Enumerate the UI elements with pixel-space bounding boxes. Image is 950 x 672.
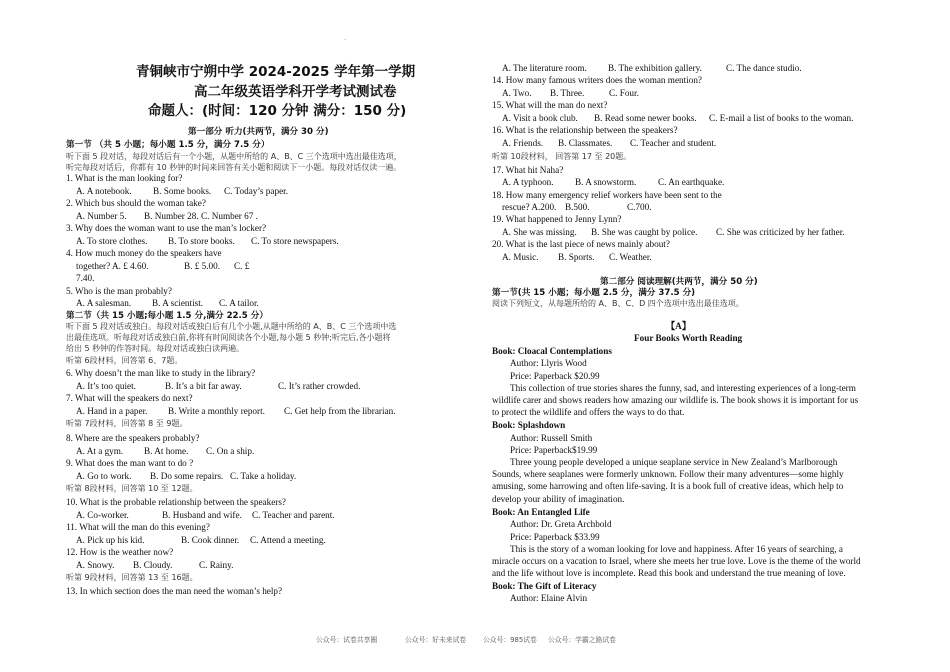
instruction: 阅读下列短文，从每题所给的 A、B、C、D 四个选项中选出最佳选项。 <box>492 299 744 308</box>
question-1: 1. What is the man looking for? <box>66 173 183 183</box>
option-c: C.700. <box>627 202 652 212</box>
option-b: B. Number 28. <box>144 211 199 221</box>
option-c: C. A tailor. <box>219 298 259 308</box>
option-a: A. A typhoon. <box>502 177 554 187</box>
option-b: B. Cook dinner. <box>181 535 240 545</box>
option-a: A. Friends. <box>502 138 544 148</box>
option-b: B. £ 5.00. <box>184 261 220 271</box>
paragraph-line: amusing, some harrowing and often life-saving. It is a book full of creative ideas, which help to <box>492 481 844 491</box>
instruction: 听下面 5 段对话，每段对话后有一个小题，从题中所给的 A、B、C 三个选项中选出最佳选项， <box>66 152 402 161</box>
book-3-author: Author: Dr. Greta Archbold <box>510 519 612 529</box>
option-b: B. Husband and wife. <box>162 510 242 520</box>
instruction: 出最佳选项。听每段对话或独白前,你将有时间阅读各个小题,每小题 5 秒钟;听完后,各小题将 <box>66 333 391 342</box>
book-1-author: Author: Llyris Wood <box>510 358 587 368</box>
book-1-price: Price: Paperback $20.99 <box>510 371 600 381</box>
footer-link-1: 公众号：试卷共享圈 <box>316 636 378 644</box>
option-c: C. Rainy. <box>199 560 234 570</box>
question-7: 7. What will the speakers do next? <box>66 393 193 403</box>
option-c: C. She was criticized by her father. <box>716 227 845 237</box>
option-a: A. At a gym. <box>76 446 124 456</box>
question-14: 14. How many famous writers does the woman mention? <box>492 75 702 85</box>
book-2-price: Price: Paperback$19.99 <box>510 445 598 455</box>
option-a: A. Co-worker. <box>76 510 129 520</box>
option-b: B. It’s a bit far away. <box>165 381 242 391</box>
option-c: C. Teacher and student. <box>630 138 717 148</box>
option-a: A. Pick up his kid. <box>76 535 145 545</box>
paragraph-line: miracle occurs on a vacation to Israel, where she meets her true love. Love is the theme of the world <box>492 556 861 566</box>
part2-title: 第二部分 阅读理解(共两节，满分 50 分) <box>600 277 758 287</box>
option-c: C. Attend a meeting. <box>250 535 326 545</box>
question-16: 16. What is the relationship between the speakers? <box>492 125 678 135</box>
option-c: C. Four. <box>609 88 639 98</box>
option-a: A. To store clothes. <box>76 236 148 246</box>
option-c: C. On a ship. <box>206 446 255 456</box>
question-17: 17. What hit Naha? <box>492 165 564 175</box>
paragraph-line: to protect the wildlife and offers the ways to do that. <box>492 407 685 417</box>
footer-link-4: 公众号：学霸之路试卷 <box>548 636 616 644</box>
question-20: 20. What is the last piece of news mainly about? <box>492 239 670 249</box>
option-b: B. Three. <box>550 88 585 98</box>
paragraph-line: and the life without love is incomplete. Read this book and understand the true meaning of love. <box>492 568 846 578</box>
option-a: A. She was missing. <box>502 227 577 237</box>
option-c: C. An earthquake. <box>658 177 725 187</box>
option-a: A. A notebook. <box>76 186 132 196</box>
part1-title: 第一部分 听力(共两节，满分 30 分) <box>188 127 329 137</box>
footer-link-3: 公众号：985试卷 <box>483 636 537 644</box>
option-a: A. The literature room. <box>502 63 587 73</box>
option-c: C. Number 67 . <box>201 211 258 221</box>
option-a: A. It’s too quiet. <box>76 381 136 391</box>
option-b: B. Cloudy. <box>133 560 173 570</box>
question-18-cont: rescue? A.200. <box>502 202 557 212</box>
question-15: 15. What will the man do next? <box>492 100 608 110</box>
top-dot: · <box>344 36 347 44</box>
instruction: 听下面 5 段对话或独白。每段对话或独白后有几个小题,从题中所给的 A、B、C 三个选项中选 <box>66 322 397 331</box>
option-b: B.500. <box>565 202 590 212</box>
book-4-name: Book: The Gift of Literacy <box>492 581 597 591</box>
option-c: C. Today’s paper. <box>224 186 289 196</box>
option-c-cont: 7.40. <box>76 273 95 283</box>
option-b: B. A scientist. <box>152 298 204 308</box>
option-c: C. Weather. <box>609 252 652 262</box>
book-2-name: Book: Splashdown <box>492 420 566 430</box>
option-b: B. A snowstorm. <box>575 177 637 187</box>
part1-sec2-title: 第二节（共 15 小题;每小题 1.5 分,满分 22.5 分） <box>66 311 268 321</box>
listening-note: 听第 7段材料，回答第 8 至 9题。 <box>66 419 188 428</box>
option-b: B. Do some repairs. <box>150 471 224 481</box>
book-2-author: Author: Russell Smith <box>510 433 593 443</box>
question-4-cont: together? A. £ 4.60. <box>76 261 149 271</box>
paragraph-line: This collection of true stories shares the funny, sad, and interesting experiences of a long-term <box>510 383 856 393</box>
instruction: 听完每段对话后，你都有 10 秒钟的时间来回答有关小题和阅读下一小题。每段对话仅读一遍。 <box>66 163 402 172</box>
paragraph-line: Sounds, where seaplanes were formerly unknown. Follow their many adventures—some highly <box>492 469 844 479</box>
paragraph-line: wildlife carer and shows readers how amazing our wildlife is. The book shows it is important for us <box>492 395 859 405</box>
option-b: B. To store books. <box>168 236 235 246</box>
option-c: C. £ <box>234 261 250 271</box>
exam-title-line1: 青铜峡市宁朔中学 2024-2025 学年第一学期 <box>136 64 416 80</box>
option-c: C. It’s rather crowded. <box>278 381 361 391</box>
exam-title-line2: 高二年级英语学科开学考试测试卷 <box>194 84 397 100</box>
question-19: 19. What happened to Jenny Lynn? <box>492 214 622 224</box>
option-a: A. Music. <box>502 252 539 262</box>
option-b: B. Some books. <box>153 186 212 196</box>
exam-title-line3: 命题人：(时间：120 分钟 满分：150 分) <box>148 103 407 119</box>
listening-note: 听第 8段材料，回答第 10 至 12题。 <box>66 484 198 493</box>
option-a: A. Snowy. <box>76 560 115 570</box>
option-b: B. At home. <box>144 446 189 456</box>
listening-note: 听第 10段材料， 回答第 17 至 20题。 <box>492 152 632 161</box>
option-b: B. She was caught by police. <box>591 227 698 237</box>
listening-note: 听第 6段材料，回答第 6、7题。 <box>66 356 183 365</box>
option-a: A. A salesman. <box>76 298 132 308</box>
part2-sec1-title: 第一节(共 15 小题；每小题 2.5 分，满分 37.5 分) <box>492 288 696 298</box>
question-10: 10. What is the probable relationship between the speakers? <box>66 497 287 507</box>
option-a: A. Visit a book club. <box>502 113 578 123</box>
question-2: 2. Which bus should the woman take? <box>66 198 206 208</box>
listening-note: 听第 9段材料，回答第 13 至 16题。 <box>66 573 198 582</box>
paragraph-line: develop your ability of imagination. <box>492 494 625 504</box>
option-a: A. Go to work. <box>76 471 132 481</box>
option-b: B. Read some newer books. <box>594 113 697 123</box>
question-11: 11. What will the man do this evening? <box>66 522 210 532</box>
book-3-name: Book: An Entangled Life <box>492 507 590 517</box>
question-12: 12. How is the weather now? <box>66 547 174 557</box>
footer-link-2: 公众号：好未来试卷 <box>405 636 467 644</box>
option-b: B. The exhibition gallery. <box>608 63 702 73</box>
question-5: 5. Who is the man probably? <box>66 286 172 296</box>
part1-sec1-title: 第一节 （共 5 小题；每小题 1.5 分，满分 7.5 分） <box>66 140 270 150</box>
option-b: B. Sports. <box>558 252 595 262</box>
option-c: C. The dance studio. <box>726 63 802 73</box>
paragraph-line: Three young people developed a unique seaplane service in New Zealand’s Marlborough <box>510 457 838 467</box>
question-4: 4. How much money do the speakers have <box>66 248 222 258</box>
option-c: C. Teacher and parent. <box>252 510 335 520</box>
instruction: 给出 5 秒钟的作答时间。每段对话或独白读两遍。 <box>66 344 245 353</box>
passage-title: Four Books Worth Reading <box>634 333 743 343</box>
option-c: C. Get help from the librarian. <box>284 406 396 416</box>
question-13: 13. In which section does the man need the woman’s help? <box>66 586 283 596</box>
option-c: C. E-mail a list of books to the woman. <box>709 113 854 123</box>
question-8: 8. Where are the speakers probably? <box>66 433 200 443</box>
question-6: 6. Why doesn’t the man like to study in the library? <box>66 368 256 378</box>
option-b: B. Write a monthly report. <box>168 406 265 416</box>
option-a: A. Number 5. <box>76 211 127 221</box>
paragraph-line: This is the story of a woman looking for love and happiness. After 16 years of searching, a <box>510 544 843 554</box>
book-4-author: Author: Elaine Alvin <box>510 593 588 603</box>
question-18: 18. How many emergency relief workers have been sent to the <box>492 190 722 200</box>
book-1-name: Book: Cloacal Contemplations <box>492 346 612 356</box>
question-9: 9. What does the man want to do ? <box>66 458 194 468</box>
passage-label: 【A】 <box>666 321 692 331</box>
option-a: A. Two. <box>502 88 532 98</box>
option-b: B. Classmates. <box>558 138 613 148</box>
question-3: 3. Why does the woman want to use the man’s locker? <box>66 223 267 233</box>
option-c: C. To store newspapers. <box>251 236 339 246</box>
option-a: A. Hand in a paper. <box>76 406 148 416</box>
book-3-price: Price: Paperback $33.99 <box>510 532 600 542</box>
option-c: C. Take a holiday. <box>230 471 297 481</box>
